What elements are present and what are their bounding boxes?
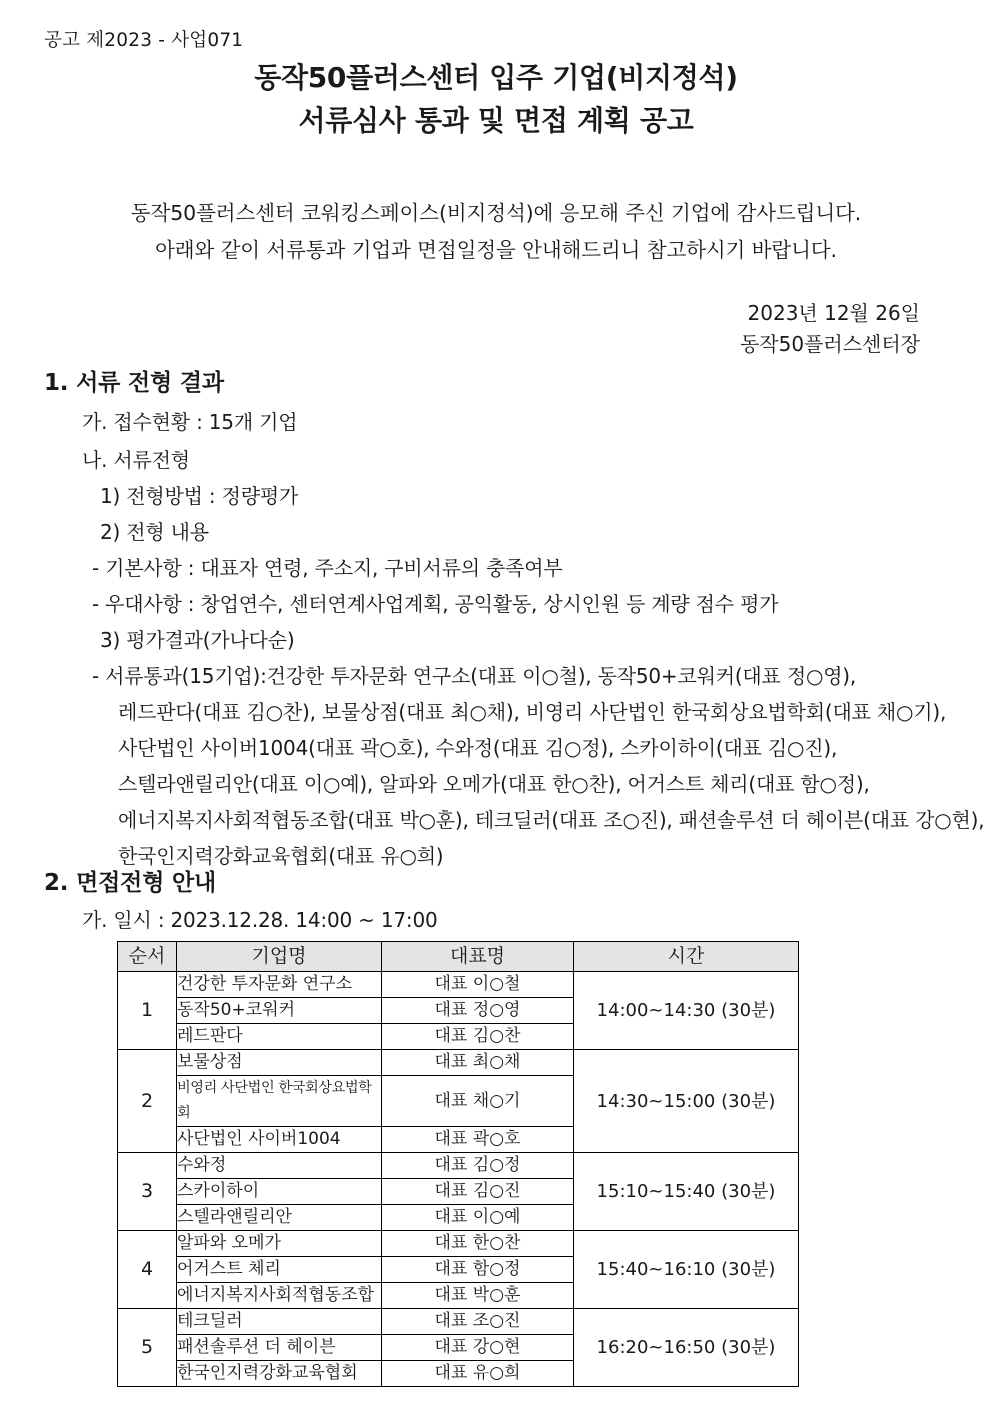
cell-order: 4 — [118, 1231, 177, 1309]
cell-company-name: 레드판다 — [177, 1024, 382, 1050]
cell-representative-name: 대표 이○예 — [382, 1205, 574, 1231]
cell-order: 2 — [118, 1050, 177, 1153]
cell-interview-time: 15:40~16:10 (30분) — [574, 1231, 799, 1309]
column-header-time: 시간 — [574, 942, 799, 972]
cell-representative-name: 대표 정○영 — [382, 998, 574, 1024]
pass-list-line-6: 한국인지력강화교육협회(대표 유○희) — [118, 844, 444, 868]
document-title-line-1: 동작50플러스센터 입주 기업(비지정석) — [254, 61, 738, 94]
cell-company-name: 사단법인 사이버1004 — [177, 1127, 382, 1153]
intro-paragraph-line-2: 아래와 같이 서류통과 기업과 면접일정을 안내해드리니 참고하시기 바랍니다. — [155, 238, 837, 262]
cell-representative-name: 대표 강○현 — [382, 1335, 574, 1361]
cell-representative-name: 대표 김○정 — [382, 1153, 574, 1179]
cell-representative-name: 대표 김○진 — [382, 1179, 574, 1205]
cell-interview-time: 14:00~14:30 (30분) — [574, 972, 799, 1050]
document-title-line-2: 서류심사 통과 및 면접 계획 공고 — [298, 104, 694, 137]
cell-company-name: 알파와 오메가 — [177, 1231, 382, 1257]
section-1-item-a: 가. 접수현황 : 15개 기업 — [82, 410, 298, 434]
section-1-sub-1: 1) 전형방법 : 정량평가 — [100, 484, 299, 508]
cell-representative-name: 대표 조○진 — [382, 1309, 574, 1335]
section-1-sub-3: 3) 평가결과(가나다순) — [100, 628, 295, 652]
pass-list-line-1: - 서류통과(15기업):건강한 투자문화 연구소(대표 이○철), 동작50+코워커(대표 정○영), — [92, 664, 857, 688]
issue-date: 2023년 12월 26일 — [747, 301, 920, 325]
table-row — [118, 972, 799, 998]
cell-representative-name: 대표 유○희 — [382, 1361, 574, 1387]
column-header-company: 기업명 — [177, 942, 382, 972]
notice-number: 공고 제2023 - 사업071 — [44, 30, 244, 51]
cell-representative-name: 대표 박○훈 — [382, 1283, 574, 1309]
section-1-preferred-criteria: - 우대사항 : 창업연수, 센터연계사업계획, 공익활동, 상시인원 등 계량 점수 평가 — [92, 592, 779, 616]
cell-order: 1 — [118, 972, 177, 1050]
cell-representative-name: 대표 함○정 — [382, 1257, 574, 1283]
section-1-item-b: 나. 서류전형 — [82, 448, 190, 472]
section-2-heading: 2. 면접전형 안내 — [44, 870, 217, 896]
column-header-order: 순서 — [118, 942, 177, 972]
cell-company-name: 테크딜러 — [177, 1309, 382, 1335]
cell-company-name: 스텔라앤릴리안 — [177, 1205, 382, 1231]
section-1-sub-2: 2) 전형 내용 — [100, 520, 209, 544]
table-header — [118, 942, 799, 972]
cell-company-name: 어거스트 체리 — [177, 1257, 382, 1283]
cell-representative-name: 대표 한○찬 — [382, 1231, 574, 1257]
cell-company-name: 보물상점 — [177, 1050, 382, 1076]
table-header-row — [118, 942, 799, 972]
interview-schedule-table-wrapper — [117, 941, 799, 1387]
cell-company-name: 에너지복지사회적협동조합 — [177, 1283, 382, 1309]
cell-company-name: 건강한 투자문화 연구소 — [177, 972, 382, 998]
pass-list-line-5: 에너지복지사회적협동조합(대표 박○훈), 테크딜러(대표 조○진), 패션솔루션 더 헤이븐(대표 강○현), — [118, 808, 985, 832]
cell-representative-name: 대표 최○채 — [382, 1050, 574, 1076]
table-row — [118, 1050, 799, 1076]
table-row — [118, 1153, 799, 1179]
section-2-item-a: 가. 일시 : 2023.12.28. 14:00 ~ 17:00 — [82, 908, 438, 932]
table-body — [118, 972, 799, 1387]
cell-order: 3 — [118, 1153, 177, 1231]
column-header-representative: 대표명 — [382, 942, 574, 972]
cell-company-name: 패션솔루션 더 헤이븐 — [177, 1335, 382, 1361]
table-row — [118, 1309, 799, 1335]
cell-interview-time: 15:10~15:40 (30분) — [574, 1153, 799, 1231]
cell-representative-name: 대표 김○찬 — [382, 1024, 574, 1050]
cell-interview-time: 16:20~16:50 (30분) — [574, 1309, 799, 1387]
cell-company-name: 스카이하이 — [177, 1179, 382, 1205]
cell-representative-name: 대표 채○기 — [382, 1076, 574, 1127]
table-row — [118, 1231, 799, 1257]
cell-order: 5 — [118, 1309, 177, 1387]
cell-representative-name: 대표 이○철 — [382, 972, 574, 998]
issuer-name: 동작50플러스센터장 — [739, 332, 920, 356]
section-1-basic-criteria: - 기본사항 : 대표자 연령, 주소지, 구비서류의 충족여부 — [92, 556, 563, 580]
cell-company-name: 한국인지력강화교육협회 — [177, 1361, 382, 1387]
cell-company-name: 비영리 사단법인 한국회상요법학회 — [177, 1076, 382, 1127]
section-1-heading: 1. 서류 전형 결과 — [44, 370, 224, 396]
pass-list-line-3: 사단법인 사이버1004(대표 곽○호), 수와정(대표 김○정), 스카이하이(대표 김○진), — [118, 736, 838, 760]
intro-paragraph-line-1: 동작50플러스센터 코워킹스페이스(비지정석)에 응모해 주신 기업에 감사드립니다. — [130, 201, 862, 225]
cell-representative-name: 대표 곽○호 — [382, 1127, 574, 1153]
cell-company-name: 수와정 — [177, 1153, 382, 1179]
interview-schedule-table — [117, 941, 799, 1387]
cell-company-name: 동작50+코워커 — [177, 998, 382, 1024]
cell-interview-time: 14:30~15:00 (30분) — [574, 1050, 799, 1153]
pass-list-line-4: 스텔라앤릴리안(대표 이○예), 알파와 오메가(대표 한○찬), 어거스트 체리(대표 함○정), — [118, 772, 870, 796]
pass-list-line-2: 레드판다(대표 김○찬), 보물상점(대표 최○채), 비영리 사단법인 한국회상요법학회(대표 채○기), — [118, 700, 947, 724]
